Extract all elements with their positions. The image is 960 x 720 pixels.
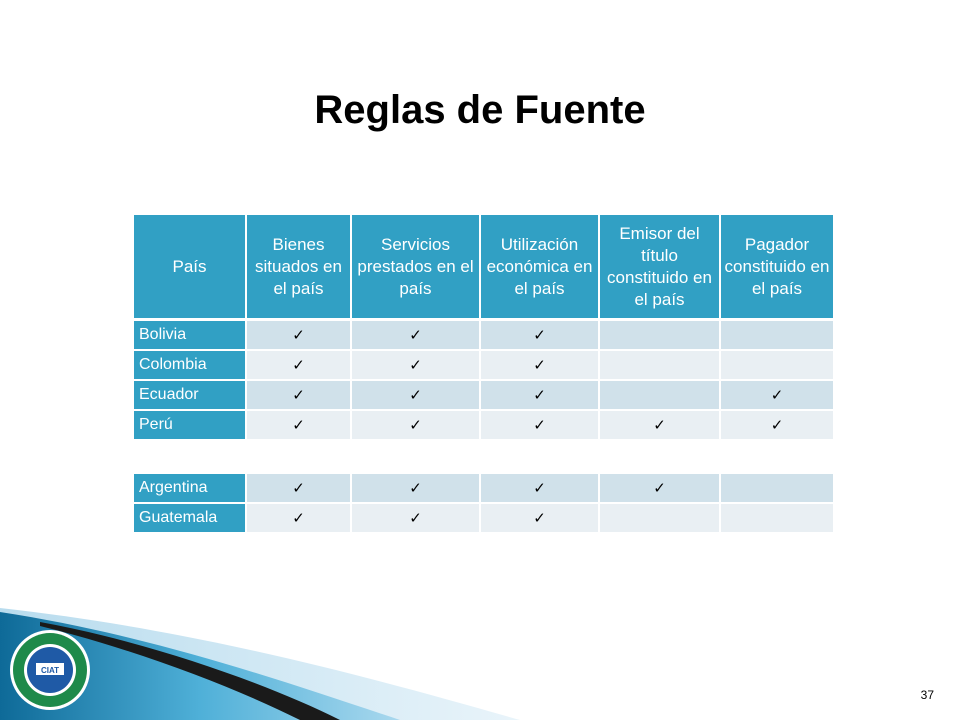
check-cell (721, 504, 833, 534)
header-economic-use: Utilización económica en el país (481, 215, 598, 321)
check-cell: ✓ (721, 411, 833, 441)
header-payer: Pagador constituido en el país (721, 215, 833, 321)
check-cell: ✓ (247, 411, 350, 441)
page-number: 37 (920, 688, 934, 702)
footer-decoration (0, 560, 960, 720)
table-row (134, 381, 833, 411)
table-row (134, 321, 833, 351)
check-cell: ✓ (481, 381, 598, 411)
check-cell: ✓ (352, 504, 479, 534)
country-name: Guatemala (134, 504, 245, 534)
header-country: País (134, 215, 245, 321)
check-cell: ✓ (352, 321, 479, 351)
country-name: Ecuador (134, 381, 245, 411)
check-cell: ✓ (600, 474, 719, 504)
check-cell: ✓ (352, 474, 479, 504)
country-name: Argentina (134, 474, 245, 504)
slide-title: Reglas de Fuente (314, 88, 646, 132)
table-row (134, 411, 833, 441)
check-cell (721, 474, 833, 504)
check-cell: ✓ (247, 504, 350, 534)
check-cell (600, 321, 719, 351)
check-cell: ✓ (481, 351, 598, 381)
check-cell: ✓ (247, 474, 350, 504)
check-cell (600, 351, 719, 381)
country-name: Perú (134, 411, 245, 441)
table-row (134, 474, 833, 504)
logo-text: CIAT (40, 666, 60, 675)
check-cell: ✓ (247, 321, 350, 351)
check-cell (721, 351, 833, 381)
source-rules-table-secondary (132, 474, 835, 534)
check-cell (600, 504, 719, 534)
country-name: Colombia (134, 351, 245, 381)
check-cell (721, 321, 833, 351)
check-cell: ✓ (481, 474, 598, 504)
check-cell: ✓ (600, 411, 719, 441)
check-cell: ✓ (352, 381, 479, 411)
check-cell: ✓ (247, 351, 350, 381)
header-issuer: Emisor del título constituido en el país (600, 215, 719, 321)
country-name: Bolivia (134, 321, 245, 351)
check-cell: ✓ (481, 411, 598, 441)
table-row (134, 504, 833, 534)
table-row (134, 351, 833, 381)
check-cell: ✓ (481, 504, 598, 534)
ciat-seal-icon (10, 630, 90, 710)
source-rules-table (132, 215, 835, 441)
header-services: Servicios prestados en el país (352, 215, 479, 321)
check-cell: ✓ (352, 411, 479, 441)
check-cell: ✓ (352, 351, 479, 381)
check-cell (600, 381, 719, 411)
check-cell: ✓ (481, 321, 598, 351)
header-goods: Bienes situados en el país (247, 215, 350, 321)
check-cell: ✓ (247, 381, 350, 411)
check-cell: ✓ (721, 381, 833, 411)
table-header-row (134, 215, 833, 321)
